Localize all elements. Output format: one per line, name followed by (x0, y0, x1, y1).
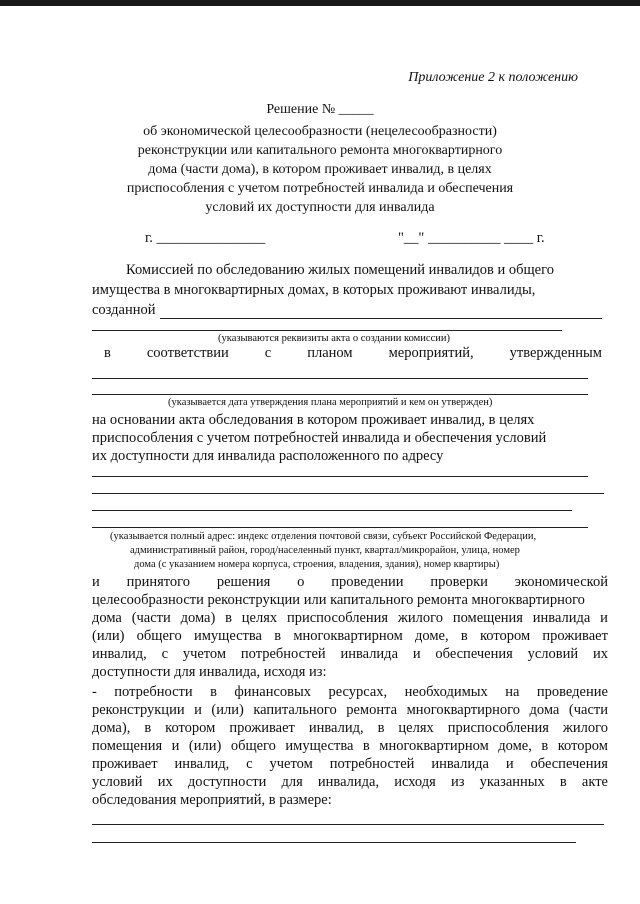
decision-number-heading: Решение № _____ (266, 102, 374, 117)
appendix-caption: Приложение 2 к положению (408, 70, 578, 85)
decision-word: имущества (193, 628, 262, 644)
address-line (92, 476, 588, 477)
title-line: реконструкции или капитального ремонта многоквартирного (137, 143, 503, 158)
decision-line: доступности для инвалида, исходя из: (92, 664, 327, 680)
basis-line: на основании акта обследования в котором проживает инвалид, в целях (92, 412, 535, 428)
plan-word: с (264, 345, 272, 361)
decision-line: целесообразности реконструкции или капитального ремонта многоквартирного (92, 592, 585, 608)
decision-word: проведении (331, 574, 404, 590)
commission-line: созданной (92, 302, 156, 318)
need-word: инвалид, (174, 756, 230, 772)
address-line (92, 493, 604, 494)
amount-line (92, 824, 604, 825)
need-word: котором (557, 738, 608, 754)
title-line: приспособления с учетом потребностей инвалида и обеспечения (126, 181, 514, 196)
plan-word: мероприятий, (388, 345, 474, 361)
need-word: потребности (114, 684, 193, 700)
decision-word: обеспечения (435, 646, 513, 662)
decision-word: потребностей (240, 646, 326, 662)
city-field: г. _______________ (145, 230, 266, 246)
decision-word: и (412, 646, 421, 662)
plan-line (104, 345, 602, 362)
decision-word: с (161, 646, 168, 662)
decision-word: в (274, 628, 282, 644)
need-word: доступности (187, 774, 267, 790)
decision-word: о (297, 574, 305, 590)
need-word: жилого (562, 720, 608, 736)
need-word: указанных (479, 774, 545, 790)
decision-line (92, 610, 608, 627)
need-word: исходя (394, 774, 436, 790)
need-word: их (157, 774, 173, 790)
need-word: необходимых (404, 684, 488, 700)
need-word: инвалида (431, 756, 489, 772)
need-word: реконструкции (92, 702, 185, 718)
need-word: приспособления (447, 720, 549, 736)
scan-top-edge (0, 0, 640, 6)
date-field: "__" __________ ____ г. (398, 230, 545, 246)
decision-line (92, 628, 608, 645)
title-line: об экономической целесообразности (нецелесообразности) (143, 124, 497, 139)
need-word: в (362, 738, 370, 754)
need-word: инвалид, (308, 720, 364, 736)
address-hint: (указывается полный адрес: индекс отделения почтовой связи, субъект Российской Федерации, (110, 531, 537, 542)
need-word: инвалида, (317, 774, 380, 790)
address-hint: дома (с указанием номера корпуса, строения, владения, здания), номер квартиры) (134, 559, 500, 570)
decision-word: проверки (430, 574, 488, 590)
decision-word: условий (527, 646, 579, 662)
need-word: учетом (269, 756, 313, 772)
need-word: финансовых (234, 684, 312, 700)
title-line: условий их доступности для инвалида (205, 200, 435, 215)
need-line (92, 756, 608, 773)
need-word: (части (568, 702, 608, 718)
need-word: капитального (253, 702, 337, 718)
need-word: в (210, 684, 217, 700)
need-word: в (541, 738, 549, 754)
decision-word: котором (479, 628, 531, 644)
decision-word: в (225, 610, 232, 626)
address-hint: административный район, город/населенный пункт, квартал/микрорайон, улица, номер (130, 545, 520, 556)
plan-word: в (104, 345, 111, 361)
need-word: проведение (536, 684, 608, 700)
decision-word: в (460, 628, 468, 644)
decision-word: жилого (397, 610, 444, 626)
decision-word: их (592, 646, 608, 662)
need-word: имущества (285, 738, 354, 754)
need-word: многоквартирного (406, 702, 520, 718)
decision-word: многоквартирном (293, 628, 403, 644)
decision-word: принятого (126, 574, 191, 590)
decision-word: дома (92, 610, 122, 626)
fill-line (92, 394, 588, 395)
need-word: ремонта (346, 702, 398, 718)
need-word: в (377, 720, 385, 736)
need-word: на (505, 684, 520, 700)
need-word: в (144, 720, 152, 736)
fill-line (92, 330, 562, 331)
decision-word: доме, (415, 628, 449, 644)
need-word: и (171, 738, 180, 754)
need-word: котором (165, 720, 216, 736)
need-word: многоквартирном (379, 738, 489, 754)
decision-word: помещения (452, 610, 523, 626)
need-line (92, 738, 608, 755)
basis-line: приспособления с учетом потребностей инвалида и обеспечения условий (92, 430, 547, 446)
commission-hint: (указываются реквизиты акта о создании комиссии) (218, 333, 450, 344)
need-word: (или) (188, 738, 222, 754)
need-word: и (505, 756, 514, 772)
need-word: дома), (92, 720, 131, 736)
need-word: потребностей (329, 756, 415, 772)
need-word: и (194, 702, 202, 718)
plan-word: соответствии (146, 345, 229, 361)
need-word: общего (230, 738, 276, 754)
need-word: (или) (211, 702, 244, 718)
need-word: акте (581, 774, 608, 790)
need-word: обеспечения (530, 756, 608, 772)
need-word: условий (92, 774, 143, 790)
need-word: помещения (92, 738, 163, 754)
decision-word: дома) (180, 610, 216, 626)
plan-hint: (указывается дата утверждения плана мероприятий и кем он утвержден) (168, 397, 493, 408)
decision-word: учетом (182, 646, 227, 662)
decision-line (92, 574, 608, 591)
need-word: из (450, 774, 465, 790)
need-line: обследования мероприятий, в размере: (92, 792, 332, 808)
address-line (92, 527, 588, 528)
decision-word: инвалид, (92, 646, 147, 662)
amount-line (92, 842, 576, 843)
decision-word: общего (136, 628, 182, 644)
plan-word: утвержденным (509, 345, 602, 361)
decision-word: и (92, 574, 100, 590)
decision-word: инвалида (532, 610, 591, 626)
decision-word: и (600, 610, 608, 626)
decision-word: (или) (92, 628, 125, 644)
need-word: - (92, 684, 97, 700)
decision-word: приспособления (286, 610, 389, 626)
need-word: дома (529, 702, 560, 718)
commission-line: Комиссией по обследованию жилых помещений инвалидов и общего (126, 262, 554, 278)
need-word: ресурсах, (328, 684, 388, 700)
need-line (92, 684, 608, 701)
title-line: дома (части дома), в котором проживает инвалид, в целях (148, 162, 492, 177)
need-line (92, 774, 608, 791)
need-line (92, 720, 608, 737)
need-word: проживает (229, 720, 295, 736)
need-word: с (246, 756, 253, 772)
need-word: доме, (498, 738, 532, 754)
decision-word: (части (131, 610, 171, 626)
decision-word: инвалида (340, 646, 398, 662)
decision-line (92, 646, 608, 663)
address-line (92, 510, 572, 511)
need-word: для (281, 774, 303, 790)
need-line (92, 702, 608, 719)
commission-line: имущества в многоквартирных домах, в которых проживают инвалиды, (92, 282, 536, 298)
plan-word: планом (307, 345, 353, 361)
need-word: проживает (92, 756, 158, 772)
need-word: целях (398, 720, 434, 736)
fill-line (160, 318, 602, 319)
need-word: в (559, 774, 567, 790)
decision-word: решения (216, 574, 271, 590)
decision-word: проживает (542, 628, 608, 644)
decision-word: экономической (514, 574, 608, 590)
decision-word: целях (241, 610, 278, 626)
fill-line (92, 378, 588, 379)
basis-line: их доступности для инвалида расположенного по адресу (92, 448, 444, 464)
